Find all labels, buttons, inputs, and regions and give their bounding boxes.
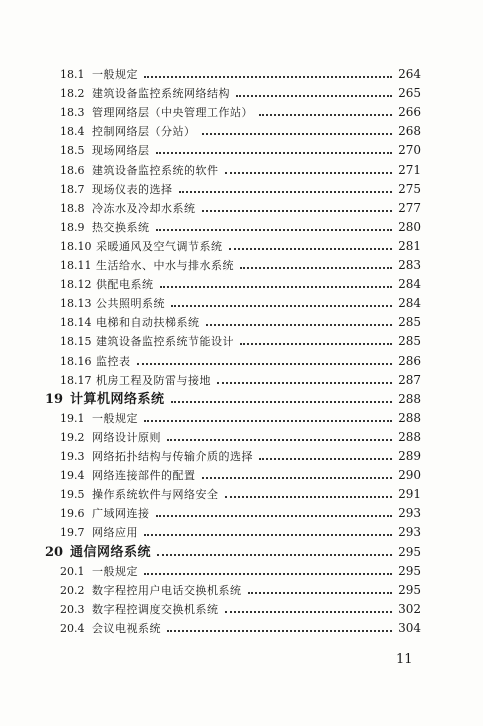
page-number: 11 [396, 652, 413, 667]
toc-leader-dots [217, 381, 392, 384]
toc-entry-number: 19.6 [60, 507, 85, 521]
toc-entry-number: 19.3 [60, 450, 85, 463]
toc-entry-number: 19.7 [60, 526, 85, 540]
toc-entry-page: 304 [398, 620, 421, 635]
toc-entry-title: 现场网络层 [92, 144, 150, 158]
toc-leader-dots [236, 94, 392, 97]
toc-entry [0, 137, 483, 157]
toc-entry-number: 18.10 [60, 239, 92, 253]
toc-entry [0, 309, 483, 329]
toc-entry-page: 285 [398, 334, 421, 349]
toc-leader-dots [202, 476, 393, 479]
toc-entry-page: 281 [398, 238, 421, 253]
toc-leader-dots [144, 572, 392, 575]
toc-entry [0, 424, 483, 444]
toc-entry [0, 577, 483, 597]
toc-entry-number: 18.6 [60, 163, 85, 177]
toc-entry-number: 18.1 [60, 68, 85, 81]
toc-entry-title: 供配电系统 [96, 278, 154, 292]
toc-leader-dots [240, 342, 392, 345]
toc-leader-dots [171, 304, 392, 307]
toc-entry-page: 293 [398, 525, 421, 540]
toc-entry-page: 270 [398, 143, 421, 158]
toc-entry-title: 生活给水、中水与排水系统 [96, 259, 234, 272]
toc-leader-dots [225, 610, 393, 613]
toc-entry-title: 公共照明系统 [96, 297, 165, 311]
toc-entry-number: 18.13 [60, 297, 92, 311]
toc-leader-dots [248, 591, 393, 594]
toc-entry [0, 615, 483, 635]
toc-leader-dots [167, 438, 392, 441]
toc-entry-title: 管理网络层（中央管理工作站） [92, 106, 253, 120]
toc-entry-page: 291 [398, 487, 421, 502]
toc-entry [0, 500, 483, 520]
toc-entry [0, 80, 483, 100]
toc-leader-dots [225, 495, 393, 498]
toc-entry [0, 157, 483, 177]
toc-entry [0, 328, 483, 348]
toc-entry [0, 214, 483, 234]
toc-entry [0, 443, 483, 463]
toc-entry-page: 277 [398, 200, 421, 215]
toc-entry-page: 286 [398, 353, 421, 368]
toc-entry-number: 18.9 [60, 220, 85, 234]
toc-leader-dots [156, 151, 393, 154]
toc-entry [0, 233, 483, 253]
toc-entry-page: 271 [398, 162, 421, 177]
toc-entry-number: 18.11 [60, 259, 92, 272]
toc-entry-title: 采暖通风及空气调节系统 [96, 239, 223, 253]
toc-entry [0, 176, 483, 196]
toc-entry-title: 操作系统软件与网络安全 [92, 488, 219, 502]
toc-entry-page: 288 [398, 410, 421, 425]
toc-entry-title: 会议电视系统 [92, 621, 161, 635]
toc-entry-page: 289 [398, 449, 421, 463]
toc-entry [0, 271, 483, 291]
toc-entry-page: 280 [398, 219, 421, 234]
toc-leader-dots [206, 323, 393, 326]
toc-entry-title: 网络拓扑结构与传输介质的选择 [92, 450, 253, 463]
toc-entry-page: 265 [398, 86, 421, 101]
toc-entry-title: 热交换系统 [92, 220, 150, 234]
toc-entry-page: 264 [398, 67, 421, 81]
toc-entry-number: 20.1 [60, 564, 85, 578]
toc-entry-number: 19.2 [60, 430, 85, 444]
toc-entry [0, 252, 483, 272]
toc-entry-title: 网络应用 [92, 526, 138, 540]
toc-entry-page: 288 [398, 391, 421, 406]
toc-leader-dots [156, 228, 393, 231]
toc-entry [0, 519, 483, 539]
toc-entry-title: 一般规定 [92, 564, 138, 578]
toc-entry [0, 99, 483, 119]
toc-leader-dots [240, 266, 392, 269]
toc-entry-number: 18.2 [60, 87, 85, 101]
toc-entry-page: 290 [398, 468, 421, 483]
toc-entry-page: 284 [398, 296, 421, 311]
toc-entry [0, 195, 483, 215]
toc-entry-number: 18.12 [60, 278, 92, 292]
toc-entry [0, 348, 483, 368]
toc-leader-dots [156, 514, 393, 517]
toc-leader-dots [259, 457, 392, 460]
toc-leader-dots [202, 132, 393, 135]
toc-entry-number: 18.14 [60, 316, 92, 330]
toc-leader-dots [202, 209, 393, 212]
toc-leader-dots [144, 419, 392, 422]
toc-entry-title: 监控表 [96, 354, 131, 368]
toc-leader-dots [144, 75, 392, 78]
toc-entry-title: 建筑设备监控系统网络结构 [92, 87, 230, 101]
toc-entry-page: 295 [398, 563, 421, 578]
toc-entry-page: 302 [398, 601, 421, 616]
toc-entry-title: 电梯和自动扶梯系统 [96, 316, 200, 330]
toc-leader-dots [171, 400, 393, 403]
toc-entry-title: 建筑设备监控系统节能设计 [96, 335, 234, 349]
toc-entry-title: 计算机网络系统 [70, 391, 165, 407]
toc-entry-page: 268 [398, 124, 421, 139]
toc-leader-dots [229, 247, 393, 250]
toc-entry-page: 295 [398, 582, 421, 597]
toc-entry-number: 19.4 [60, 469, 85, 483]
toc-entry-number: 20.4 [60, 621, 85, 635]
toc-entry-page: 295 [398, 544, 421, 559]
toc-entry-number: 18.17 [60, 373, 92, 387]
toc-entry [0, 558, 483, 578]
toc-entry-page: 283 [398, 258, 421, 272]
toc-entry-page: 266 [398, 105, 421, 120]
toc-leader-dots [144, 533, 392, 536]
toc-entry-title: 网络设计原则 [92, 430, 161, 444]
toc-entry [0, 462, 483, 482]
toc-leader-dots [225, 171, 393, 174]
toc-entry-number: 20 [45, 544, 64, 560]
toc-entry-number: 18.4 [60, 125, 85, 139]
toc-entry-number: 18.15 [60, 335, 92, 349]
toc-entry-title: 现场仪表的选择 [92, 182, 173, 196]
toc-section-entry [0, 386, 483, 406]
toc-entry [0, 290, 483, 310]
toc-entry-number: 19.5 [60, 488, 85, 502]
toc-leader-dots [167, 629, 392, 632]
toc-entry-title: 数字程控调度交换机系统 [92, 602, 219, 616]
toc-entry-title: 建筑设备监控系统的软件 [92, 163, 219, 177]
toc-leader-dots [137, 362, 393, 365]
toc-entry-title: 冷冻水及冷却水系统 [92, 201, 196, 215]
toc-entry [0, 405, 483, 425]
toc-entry-page: 288 [398, 429, 421, 444]
toc-entry-number: 20.3 [60, 602, 85, 616]
toc-entry [0, 367, 483, 387]
toc-entry-title: 广域网连接 [92, 507, 150, 521]
toc-entry-number: 19.1 [60, 411, 85, 425]
toc-entry-number: 19 [45, 391, 64, 407]
toc-leader-dots [259, 113, 392, 116]
toc-entry-page: 287 [398, 372, 421, 387]
toc-entry [0, 481, 483, 501]
toc-entry-title: 通信网络系统 [70, 544, 152, 560]
toc-entry-number: 18.16 [60, 354, 92, 368]
toc-entry [0, 118, 483, 138]
toc-leader-dots [157, 553, 392, 556]
toc-entry-number: 18.8 [60, 201, 85, 215]
toc-entry-page: 293 [398, 506, 421, 521]
toc-leader-dots [160, 285, 393, 288]
toc-entry-number: 18.3 [60, 106, 85, 120]
toc-entry-title: 机房工程及防雷与接地 [96, 373, 211, 387]
toc-entry [0, 61, 483, 81]
toc-entry-number: 18.7 [60, 182, 85, 196]
toc-entry-page: 284 [398, 277, 421, 292]
toc-entry-title: 网络连接部件的配置 [92, 469, 196, 483]
toc-leader-dots [179, 190, 393, 193]
toc-entry-title: 控制网络层（分站） [92, 125, 196, 139]
toc-entry-page: 275 [398, 181, 421, 196]
toc-entry-title: 一般规定 [92, 68, 138, 81]
toc-entry [0, 596, 483, 616]
toc-section-entry [0, 539, 483, 559]
toc-entry-title: 一般规定 [92, 411, 138, 425]
toc-entry-number: 18.5 [60, 144, 85, 158]
toc-entry-number: 20.2 [60, 583, 85, 597]
toc-entry-title: 数字程控用户电话交换机系统 [92, 583, 242, 597]
toc-entry-page: 285 [398, 315, 421, 330]
